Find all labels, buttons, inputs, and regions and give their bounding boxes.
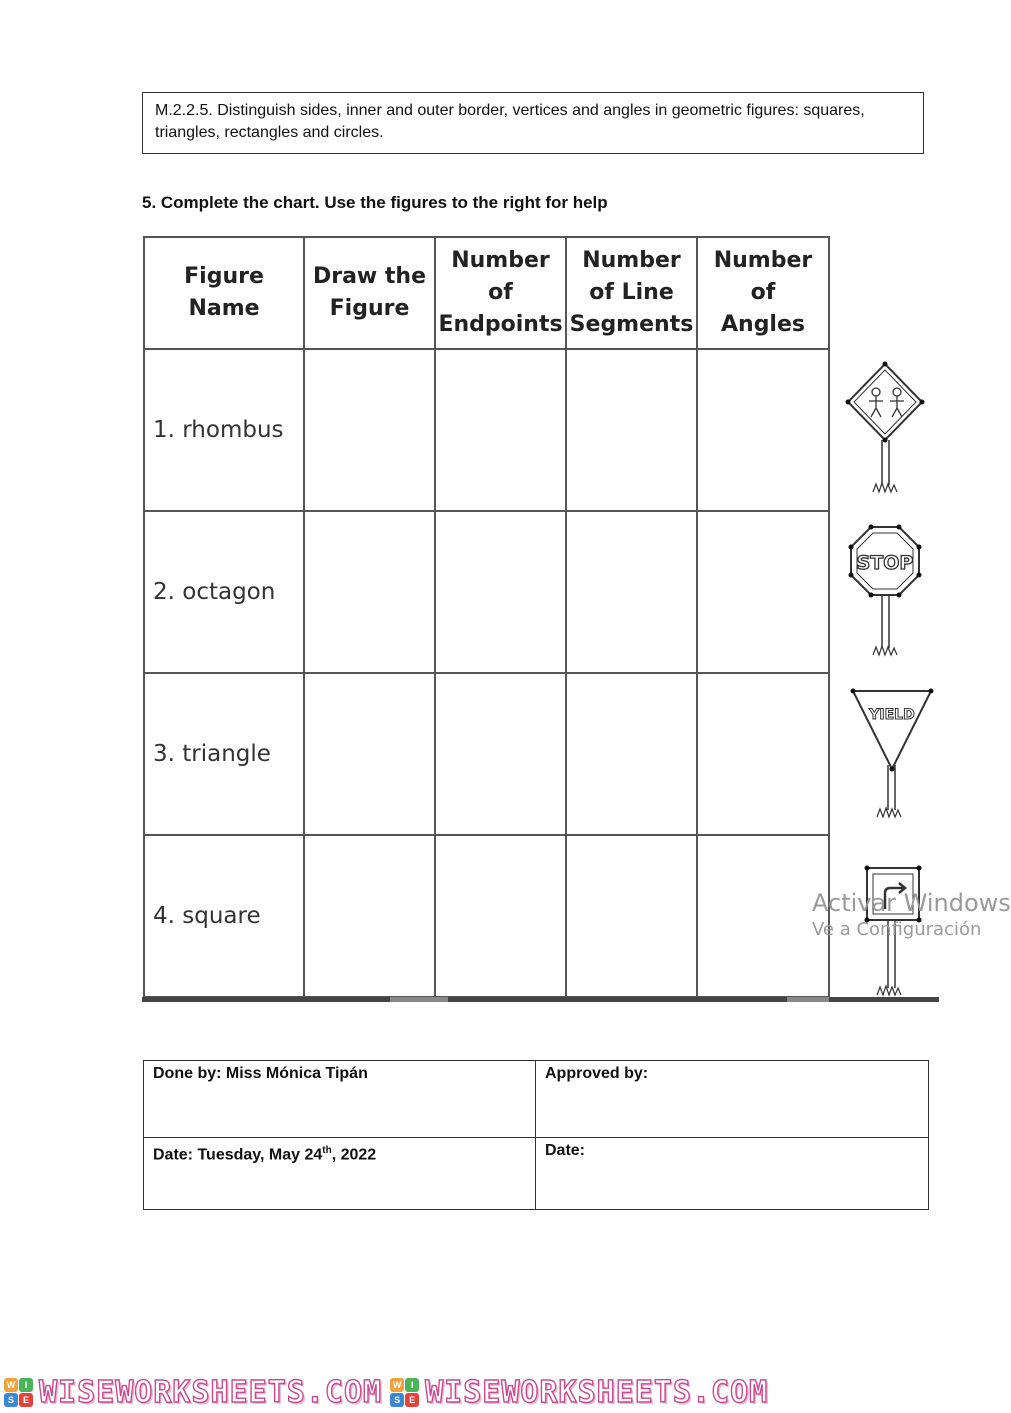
table-row [144,349,829,511]
date-cell: Date: Tuesday, May 24th, 2022 [144,1138,536,1210]
draw-cell[interactable] [304,673,435,835]
endpoints-cell[interactable] [435,835,566,997]
approval-table [143,1060,929,1210]
watermark-line1: Activar Windows [812,889,1011,917]
endpoints-cell[interactable] [435,511,566,673]
table-row [144,511,829,673]
angles-cell[interactable] [697,349,829,511]
triangle-yield-sign-icon [845,685,940,830]
header-draw-figure: Draw the Figure [304,237,435,349]
angles-cell[interactable] [697,835,829,997]
wiseworksheets-logo-icon: W I S E [390,1378,419,1407]
octagon-stop-sign-icon [845,523,940,668]
border-segment [390,997,448,1002]
date-approval-cell: Date: [536,1138,929,1210]
header-figure-name: Figure Name [144,237,304,349]
endpoints-cell[interactable] [435,673,566,835]
angles-cell[interactable] [697,673,829,835]
brand-unit [4,1375,382,1410]
watermark-line2: Ve a Configuración [812,919,982,940]
chart-bottom-border [142,997,939,1002]
table-row [144,1138,929,1210]
table-row [144,835,829,997]
table-row [144,673,829,835]
draw-cell[interactable] [304,511,435,673]
windows-activation-watermark [812,888,1011,942]
done-by-cell: Done by: Miss Mónica Tipán [144,1061,536,1138]
wiseworksheets-logo-icon: W I S E [4,1378,33,1407]
brand-footer [0,1372,1000,1413]
yield-text: YIELD [869,707,915,723]
figure-name-cell: 4. square [144,835,304,997]
figure-name-cell: 3. triangle [144,673,304,835]
objective-text: M.2.2.5. Distinguish sides, inner and outer border, vertices and angles in geometric figures: squares, triangles, rectangles and circles. [155,102,865,141]
segments-cell[interactable] [566,349,697,511]
figure-chart [143,236,828,998]
segments-cell[interactable] [566,511,697,673]
brand-text: WISEWORKSHEETS.COM [425,1375,769,1410]
figure-name-cell: 2. octagon [144,511,304,673]
brand-unit [390,1375,768,1410]
endpoints-cell[interactable] [435,349,566,511]
draw-cell[interactable] [304,349,435,511]
stop-text: STOP [856,552,914,574]
border-segment [787,997,829,1002]
draw-cell[interactable] [304,835,435,997]
header-angles: Number of Angles [697,237,829,349]
angles-cell[interactable] [697,511,829,673]
header-endpoints: Number of Endpoints [435,237,566,349]
chart-table [143,236,830,998]
segments-cell[interactable] [566,835,697,997]
chart-header-row [144,237,829,349]
figure-name-cell: 1. rhombus [144,349,304,511]
objective-box [142,92,924,154]
rhombus-pedestrian-sign-icon [845,360,940,505]
table-row [144,1061,929,1138]
segments-cell[interactable] [566,673,697,835]
approved-by-cell: Approved by: [536,1061,929,1138]
header-line-segments: Number of Line Segments [566,237,697,349]
brand-text: WISEWORKSHEETS.COM [39,1375,383,1410]
instruction-text: 5. Complete the chart. Use the figures to the right for help [142,193,608,212]
